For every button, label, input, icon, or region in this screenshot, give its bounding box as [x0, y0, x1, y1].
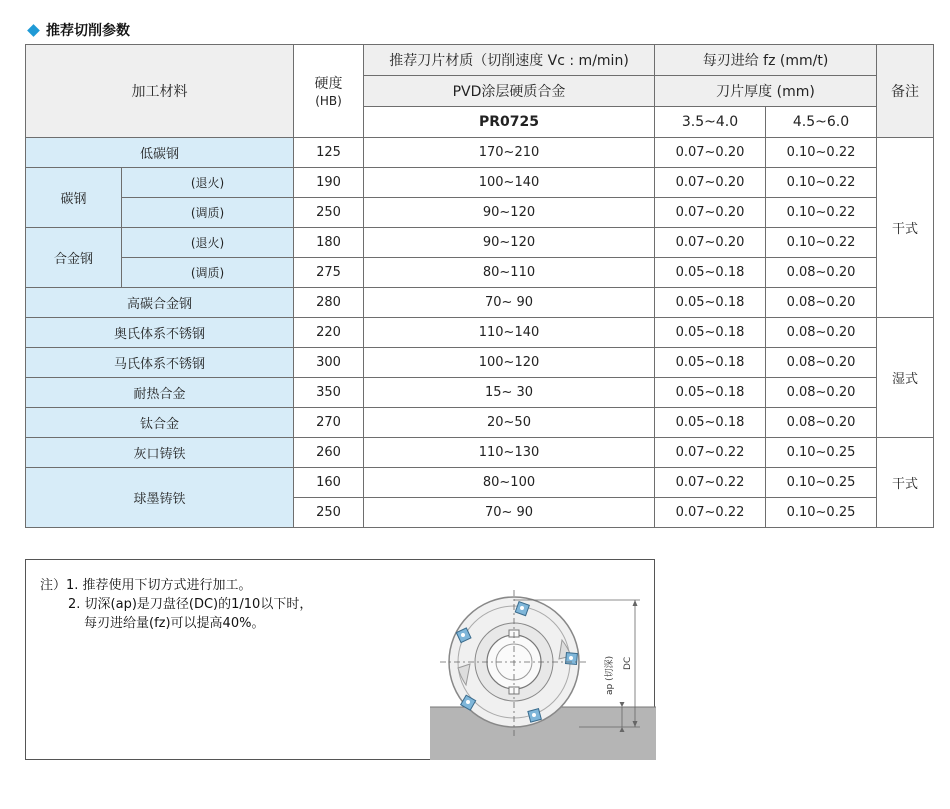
feed-cell-1: 0.05~0.18	[655, 378, 766, 408]
feed-cell-2: 0.08~0.20	[766, 348, 877, 378]
header-feed: 每刃进给 fz (mm/t)	[655, 45, 877, 76]
vc-cell: 90~120	[364, 228, 655, 258]
table-row	[26, 318, 934, 348]
vc-cell: 80~100	[364, 468, 655, 498]
vc-cell: 80~110	[364, 258, 655, 288]
section-heading	[26, 19, 130, 41]
material-cell: 低碳钢	[26, 138, 294, 168]
cutting-parameters-table	[25, 44, 934, 528]
remarks-cell: 干式	[877, 438, 934, 528]
feed-cell-1: 0.07~0.20	[655, 228, 766, 258]
hardness-cell: 180	[294, 228, 364, 258]
table-row	[26, 198, 934, 228]
material-cell: 高碳合金钢	[26, 288, 294, 318]
vc-cell: 70~ 90	[364, 498, 655, 528]
hardness-cell: 190	[294, 168, 364, 198]
hardness-cell: 260	[294, 438, 364, 468]
feed-cell-2: 0.10~0.22	[766, 138, 877, 168]
feed-cell-2: 0.10~0.25	[766, 438, 877, 468]
header-thickness-2: 4.5~6.0	[766, 107, 877, 138]
hardness-cell: 270	[294, 408, 364, 438]
note-line-1: 注）1. 推荐使用下切方式进行加工。	[40, 578, 252, 593]
table-row	[26, 378, 934, 408]
feed-cell-2: 0.08~0.20	[766, 408, 877, 438]
hardness-cell: 275	[294, 258, 364, 288]
table-row	[26, 228, 934, 258]
material-group-cell: 碳钢	[26, 168, 122, 228]
table-row	[26, 408, 934, 438]
table-row	[26, 138, 934, 168]
material-group-cell: 球墨铸铁	[26, 468, 294, 528]
table-row	[26, 468, 934, 498]
feed-cell-1: 0.07~0.22	[655, 468, 766, 498]
vc-cell: 170~210	[364, 138, 655, 168]
hardness-cell: 220	[294, 318, 364, 348]
feed-cell-1: 0.07~0.22	[655, 438, 766, 468]
hardness-cell: 350	[294, 378, 364, 408]
feed-cell-2: 0.08~0.20	[766, 288, 877, 318]
material-cell: 耐热合金	[26, 378, 294, 408]
condition-cell: (调质)	[122, 198, 294, 228]
feed-cell-1: 0.07~0.20	[655, 168, 766, 198]
material-cell: 钛合金	[26, 408, 294, 438]
note-line-3: 每刃进给量(fz)可以提高40%。	[84, 616, 265, 631]
hardness-cell: 300	[294, 348, 364, 378]
feed-cell-2: 0.10~0.22	[766, 168, 877, 198]
vc-cell: 90~120	[364, 198, 655, 228]
material-cell: 奥氏体系不锈钢	[26, 318, 294, 348]
notes-box	[25, 559, 655, 760]
vc-cell: 100~140	[364, 168, 655, 198]
table-row	[26, 438, 934, 468]
vc-cell: 15~ 30	[364, 378, 655, 408]
feed-cell-2: 0.08~0.20	[766, 318, 877, 348]
feed-cell-2: 0.10~0.25	[766, 468, 877, 498]
vc-cell: 70~ 90	[364, 288, 655, 318]
diamond-bullet-icon	[27, 24, 40, 37]
section-heading-text: 推荐切削参数	[46, 23, 130, 39]
dc-dimension-label: DC	[623, 656, 633, 670]
feed-cell-2: 0.10~0.25	[766, 498, 877, 528]
material-cell: 马氏体系不锈钢	[26, 348, 294, 378]
header-hardness	[294, 45, 364, 138]
hardness-cell: 160	[294, 468, 364, 498]
feed-cell-2: 0.08~0.20	[766, 258, 877, 288]
milling-diagram	[26, 560, 656, 761]
table-row	[26, 288, 934, 318]
table-row	[26, 258, 934, 288]
remarks-cell: 干式	[877, 138, 934, 318]
feed-cell-1: 0.07~0.20	[655, 198, 766, 228]
feed-cell-1: 0.05~0.18	[655, 258, 766, 288]
header-thickness: 刀片厚度 (mm)	[655, 76, 877, 107]
header-grade: PR0725	[364, 107, 655, 138]
hardness-cell: 250	[294, 198, 364, 228]
table-row	[26, 168, 934, 198]
material-group-cell: 合金钢	[26, 228, 122, 288]
feed-cell-1: 0.05~0.18	[655, 348, 766, 378]
header-remarks: 备注	[877, 45, 934, 138]
remarks-cell: 湿式	[877, 318, 934, 438]
note-line-2: 2. 切深(ap)是刀盘径(DC)的1/10以下时，	[68, 597, 313, 612]
vc-cell: 100~120	[364, 348, 655, 378]
header-material: 加工材料	[26, 45, 294, 138]
material-cell: 灰口铸铁	[26, 438, 294, 468]
header-coating: PVD涂层硬质合金	[364, 76, 655, 107]
feed-cell-1: 0.07~0.22	[655, 498, 766, 528]
condition-cell: (退火)	[122, 228, 294, 258]
feed-cell-2: 0.08~0.20	[766, 378, 877, 408]
header-thickness-1: 3.5~4.0	[655, 107, 766, 138]
condition-cell: (调质)	[122, 258, 294, 288]
header-hardness-unit: (HB)	[315, 94, 342, 108]
table-row	[26, 348, 934, 378]
vc-cell: 110~140	[364, 318, 655, 348]
feed-cell-1: 0.05~0.18	[655, 408, 766, 438]
feed-cell-1: 0.05~0.18	[655, 288, 766, 318]
feed-cell-2: 0.10~0.22	[766, 198, 877, 228]
vc-cell: 110~130	[364, 438, 655, 468]
header-insert-material: 推荐刀片材质（切削速度 Vc : m/min)	[364, 45, 655, 76]
ap-dimension-label: ap (切深)	[605, 655, 615, 695]
hardness-cell: 280	[294, 288, 364, 318]
feed-cell-2: 0.10~0.22	[766, 228, 877, 258]
condition-cell: (退火)	[122, 168, 294, 198]
header-hardness-label: 硬度	[314, 76, 343, 92]
feed-cell-1: 0.05~0.18	[655, 318, 766, 348]
hardness-cell: 250	[294, 498, 364, 528]
hardness-cell: 125	[294, 138, 364, 168]
vc-cell: 20~50	[364, 408, 655, 438]
feed-cell-1: 0.07~0.20	[655, 138, 766, 168]
